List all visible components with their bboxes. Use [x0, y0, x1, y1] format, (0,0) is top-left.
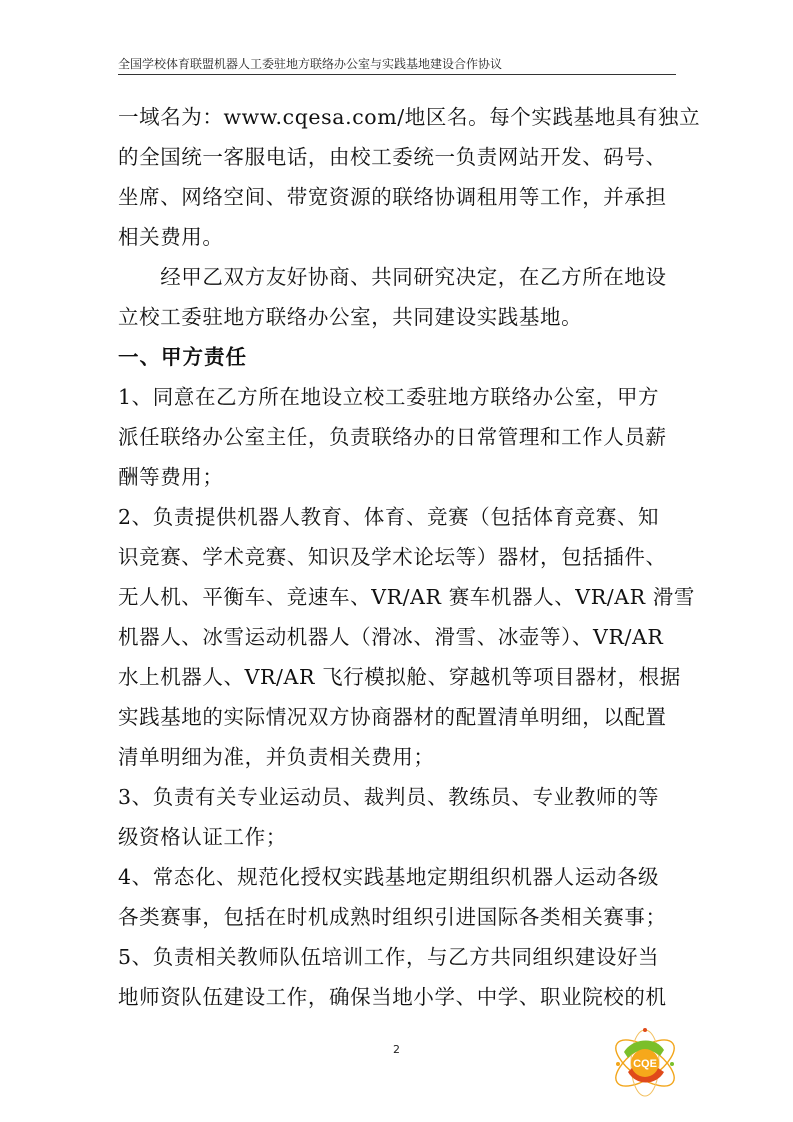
body-line: 水上机器人、VR/AR 飞行模拟舱、穿越机等项目器材，根据	[118, 665, 681, 689]
body-line: 实践基地的实际情况双方协商器材的配置清单明细，以配置	[118, 705, 667, 729]
body-line: 无人机、平衡车、竞速车、VR/AR 赛车机器人、VR/AR 滑雪	[118, 585, 696, 609]
body-line: 清单明细为准，并负责相关费用；	[118, 745, 435, 769]
body-line: 立校工委驻地方联络办公室，共同建设实践基地。	[118, 305, 583, 329]
document-body	[118, 97, 701, 1017]
body-line: 机器人、冰雪运动机器人（滑冰、滑雪、冰壶等）、VR/AR	[118, 625, 664, 649]
cqe-logo	[606, 1024, 684, 1102]
body-line: 1、同意在乙方所在地设立校工委驻地方联络办公室，甲方	[118, 385, 660, 409]
body-line: 各类赛事，包括在时机成熟时组织引进国际各类相关赛事；	[118, 905, 667, 929]
body-line: 地师资队伍建设工作，确保当地小学、中学、职业院校的机	[118, 985, 667, 1009]
section-heading: 一、甲方责任	[118, 345, 247, 369]
body-line: 酬等费用；	[118, 465, 224, 489]
page-number: 2	[393, 1043, 400, 1056]
body-line: 坐席、网络空间、带宽资源的联络协调租用等工作，并承担	[118, 185, 667, 209]
running-header: 全国学校体育联盟机器人工委驻地方联络办公室与实践基地建设合作协议	[118, 57, 503, 71]
body-line: 经甲乙双方友好协商、共同研究决定，在乙方所在地设	[118, 265, 667, 289]
header-rule	[118, 74, 676, 75]
body-line: 一域名为：www.cqesa.com/地区名。每个实践基地具有独立	[118, 105, 701, 129]
body-line: 识竞赛、学术竞赛、知识及学术论坛等）器材，包括插件、	[118, 545, 667, 569]
logo-text: CQE	[633, 1058, 657, 1070]
body-line: 派任联络办公室主任，负责联络办的日常管理和工作人员薪	[118, 425, 667, 449]
body-line: 级资格认证工作；	[118, 825, 287, 849]
body-line: 5、负责相关教师队伍培训工作，与乙方共同组织建设好当	[118, 945, 660, 969]
body-line: 的全国统一客服电话，由校工委统一负责网站开发、码号、	[118, 145, 667, 169]
body-line: 相关费用。	[118, 225, 224, 249]
body-line: 4、常态化、规范化授权实践基地定期组织机器人运动各级	[118, 865, 660, 889]
body-line: 2、负责提供机器人教育、体育、竞赛（包括体育竞赛、知	[118, 505, 660, 529]
body-line: 3、负责有关专业运动员、裁判员、教练员、专业教师的等	[118, 785, 660, 809]
